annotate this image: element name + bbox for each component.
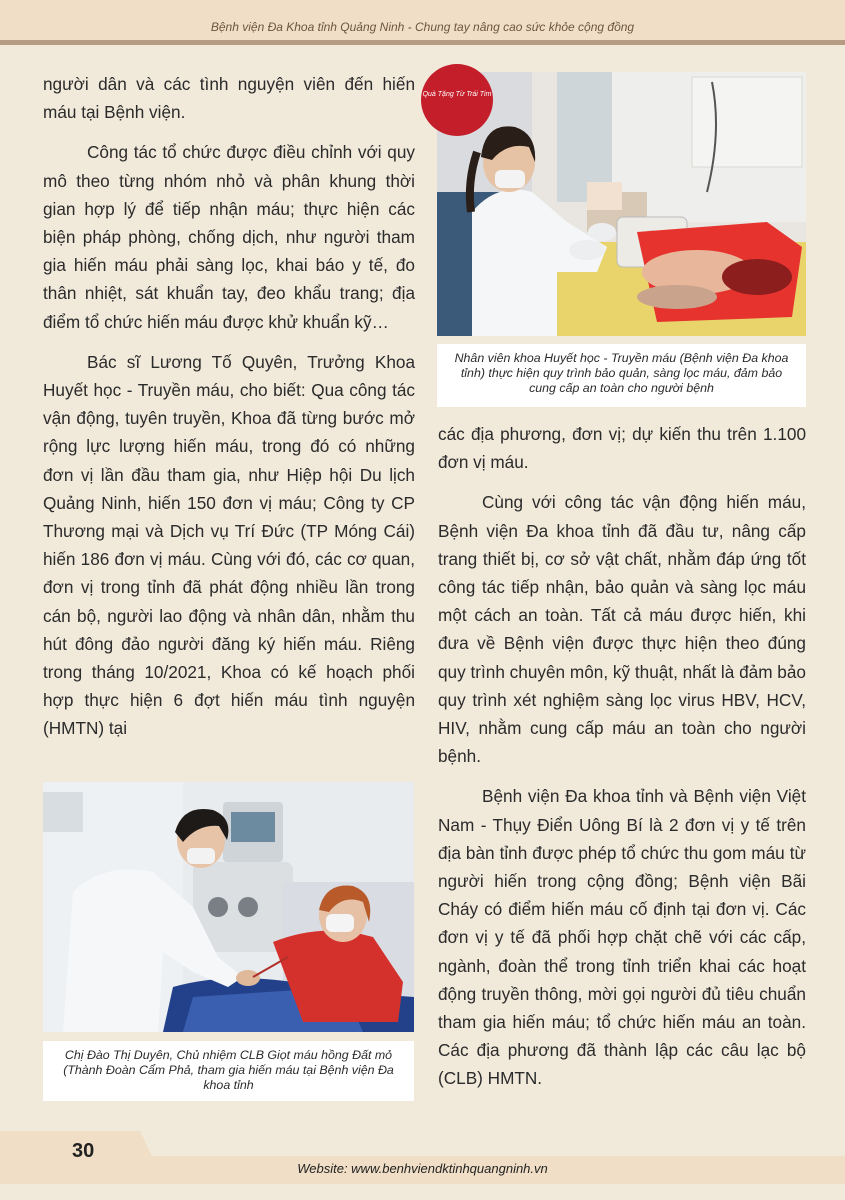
photo-lab-technician <box>422 72 806 336</box>
left-column <box>43 70 415 755</box>
sign-text: Quà Tặng Từ Trái Tim <box>422 91 492 98</box>
right-column <box>438 420 806 1105</box>
website-link[interactable]: Website: www.benhviendktinhquangninh.vn <box>297 1161 548 1176</box>
paragraph: Bác sĩ Lương Tố Quyên, Trưởng Khoa Huyết học - Truyền máu, cho biết: Qua công tác vận động, tuyên truyền, Khoa đã từng bước mở rộng lực lượng hiến máu, trong đó có những đơn vị lần đầu tham gia, như Hiệp hội Du lịch Quảng Ninh, hiến 150 đơn vị máu; Công ty CP Thương mại và Dịch vụ Trí Đức (TP Móng Cái) hiến 186 đơn vị máu. Cùng với đó, các cơ quan, đơn vị trong tỉnh đã phát động nhiều lần trong cán bộ, người lao động và nhân dân, nhằm thu hút đông đảo người đăng ký hiến máu. Riêng trong tháng 10/2021, Khoa có kế hoạch phối hợp thực hiện 6 đợt hiến máu tình nguyện (HMTN) tại <box>43 351 415 739</box>
paragraph: người dân và các tình nguyện viên đến hiến máu tại Bệnh viện. <box>43 74 415 123</box>
paragraph: Bệnh viện Đa khoa tỉnh và Bệnh viện Việt Nam - Thụy Điển Uông Bí là 2 đơn vị y tế trên địa bàn tỉnh được phép tổ chức thu gom máu từ người hiến trong cộng đồng; Bệnh viện Bãi Cháy có điểm hiến máu cố định tại đơn vị. Các đơn vị y tế đã phối hợp chặt chẽ với các cấp, ngành, đoàn thể trong tỉnh triển khai các hoạt động truyền thông, mời gọi người đủ tiêu chuẩn tham gia hiến máu; tổ chức hiến máu an toàn. Các địa phương đã thành lập các câu lạc bộ (CLB) HMTN. <box>438 786 806 1089</box>
header-divider <box>0 40 845 45</box>
caption-top-photo: Nhân viên khoa Huyết học - Truyền máu (Bệnh viện Đa khoa tỉnh) thực hiện quy trình bảo quản, sàng lọc máu, đảm bảo cung cấp an toàn cho người bệnh <box>437 344 806 407</box>
paragraph: Cùng với công tác vận động hiến máu, Bệnh viện Đa khoa tỉnh đã đầu tư, nâng cấp trang thiết bị, cơ sở vật chất, nhằm đáp ứng tốt công tác tiếp nhận, bảo quản và sàng lọc máu một cách an toàn. Tất cả máu được hiến, khi đưa về Bệnh viện được thực hiện theo đúng quy trình chuyên môn, kỹ thuật, nhất là đảm bảo quy trình xét nghiệm sàng lọc virus HBV, HCV, HIV, nhằm cung cấp máu an toàn cho người bệnh. <box>438 492 806 767</box>
paragraph: Công tác tổ chức được điều chỉnh với quy mô theo từng nhóm nhỏ và phân khung thời gian hợp lý để tiếp nhận máu; thực hiện các biện pháp phòng, chống dịch, như người tham gia hiến máu phải sàng lọc, khai báo y tế, đo thân nhiệt, sát khuẩn tay, đeo khẩu trang; địa điểm tổ chức hiến máu được khử khuẩn kỹ… <box>43 142 415 332</box>
caption-bottom-photo: Chị Đào Thị Duyên, Chủ nhiệm CLB Giọt máu hồng Đất mỏ (Thành Đoàn Cẩm Phả, tham gia hiến máu tại Bệnh viện Đa khoa tỉnh <box>43 1041 414 1101</box>
page-number: 30 <box>72 1140 95 1162</box>
paragraph: các địa phương, đơn vị; dự kiến thu trên 1.100 đơn vị máu. <box>438 424 806 473</box>
photo-blood-donor <box>43 782 414 1032</box>
running-title: Bệnh viện Đa Khoa tỉnh Quảng Ninh - Chung tay nâng cao sức khỏe cộng đồng <box>210 20 635 34</box>
